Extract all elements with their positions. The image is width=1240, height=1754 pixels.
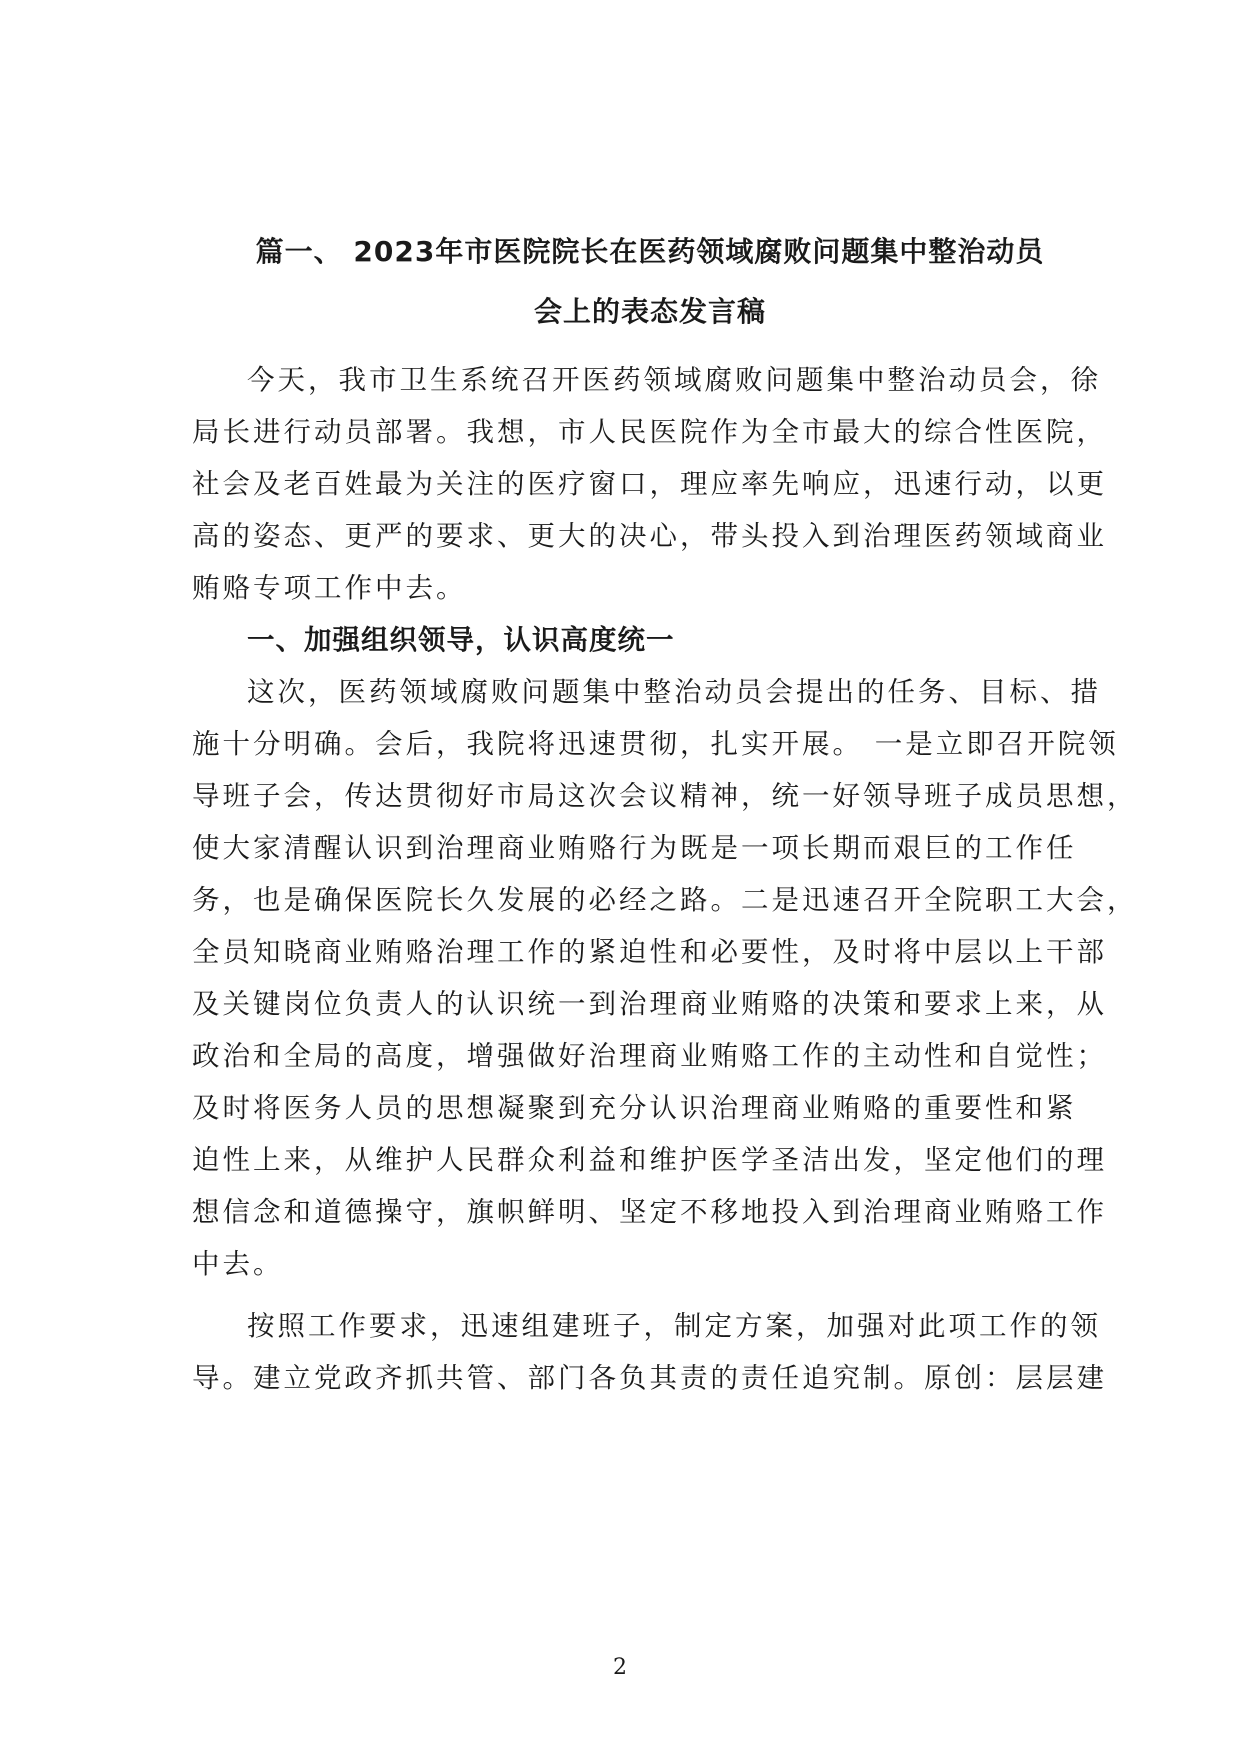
paragraph1-line: 高的姿态、更严的要求、更大的决心，带头投入到治理医药领域商业 [192, 520, 1107, 552]
paragraph2-line: 全员知晓商业贿赂治理工作的紧迫性和必要性，及时将中层以上干部 [192, 936, 1107, 968]
paragraph3-line: 按照工作要求，迅速组建班子，制定方案，加强对此项工作的领 [247, 1310, 1101, 1342]
paragraph1-line: 贿赂专项工作中去。 [192, 572, 467, 604]
paragraph2-line: 使大家清醒认识到治理商业贿赂行为既是一项长期而艰巨的工作任 [192, 832, 1077, 864]
paragraph2-line: 迫性上来，从维护人民群众利益和维护医学圣洁出发，坚定他们的理 [192, 1144, 1107, 1176]
section-heading: 一、加强组织领导，认识高度统一 [247, 624, 675, 656]
page-number: 2 [613, 1655, 627, 1680]
paragraph2-line: 及关键岗位负责人的认识统一到治理商业贿赂的决策和要求上来，从 [192, 988, 1107, 1020]
paragraph1-line: 局长进行动员部署。我想，市人民医院作为全市最大的综合性医院， [192, 416, 1107, 448]
paragraph3-line: 导。建立党政齐抓共管、部门各负其责的责任追究制。原创：层层建 [192, 1362, 1107, 1394]
paragraph2-line: 政治和全局的高度，增强做好治理商业贿赂工作的主动性和自觉性； [192, 1040, 1107, 1072]
paragraph2-line: 施十分明确。会后，我院将迅速贯彻，扎实开展。 一是立即召开院领 [192, 728, 1119, 760]
paragraph1-line: 今天，我市卫生系统召开医药领域腐败问题集中整治动员会，徐 [247, 364, 1101, 396]
document-title-line2: 会上的表态发言稿 [533, 295, 766, 328]
paragraph2-line: 务，也是确保医院长久发展的必经之路。二是迅速召开全院职工大会， [192, 884, 1138, 916]
paragraph2-line: 这次，医药领域腐败问题集中整治动员会提出的任务、目标、措 [247, 676, 1101, 708]
paragraph2-line: 中去。 [192, 1248, 284, 1280]
paragraph1-line: 社会及老百姓最为关注的医疗窗口，理应率先响应，迅速行动，以更 [192, 468, 1107, 500]
paragraph2-line: 及时将医务人员的思想凝聚到充分认识治理商业贿赂的重要性和紧 [192, 1092, 1077, 1124]
document-title-line1: 篇一、 2023年市医院院长在医药领域腐败问题集中整治动员 [255, 235, 1045, 268]
paragraph2-line: 想信念和道德操守，旗帜鲜明、坚定不移地投入到治理商业贿赂工作 [192, 1196, 1107, 1228]
paragraph2-line: 导班子会，传达贯彻好市局这次会议精神，统一好领导班子成员思想， [192, 780, 1138, 812]
